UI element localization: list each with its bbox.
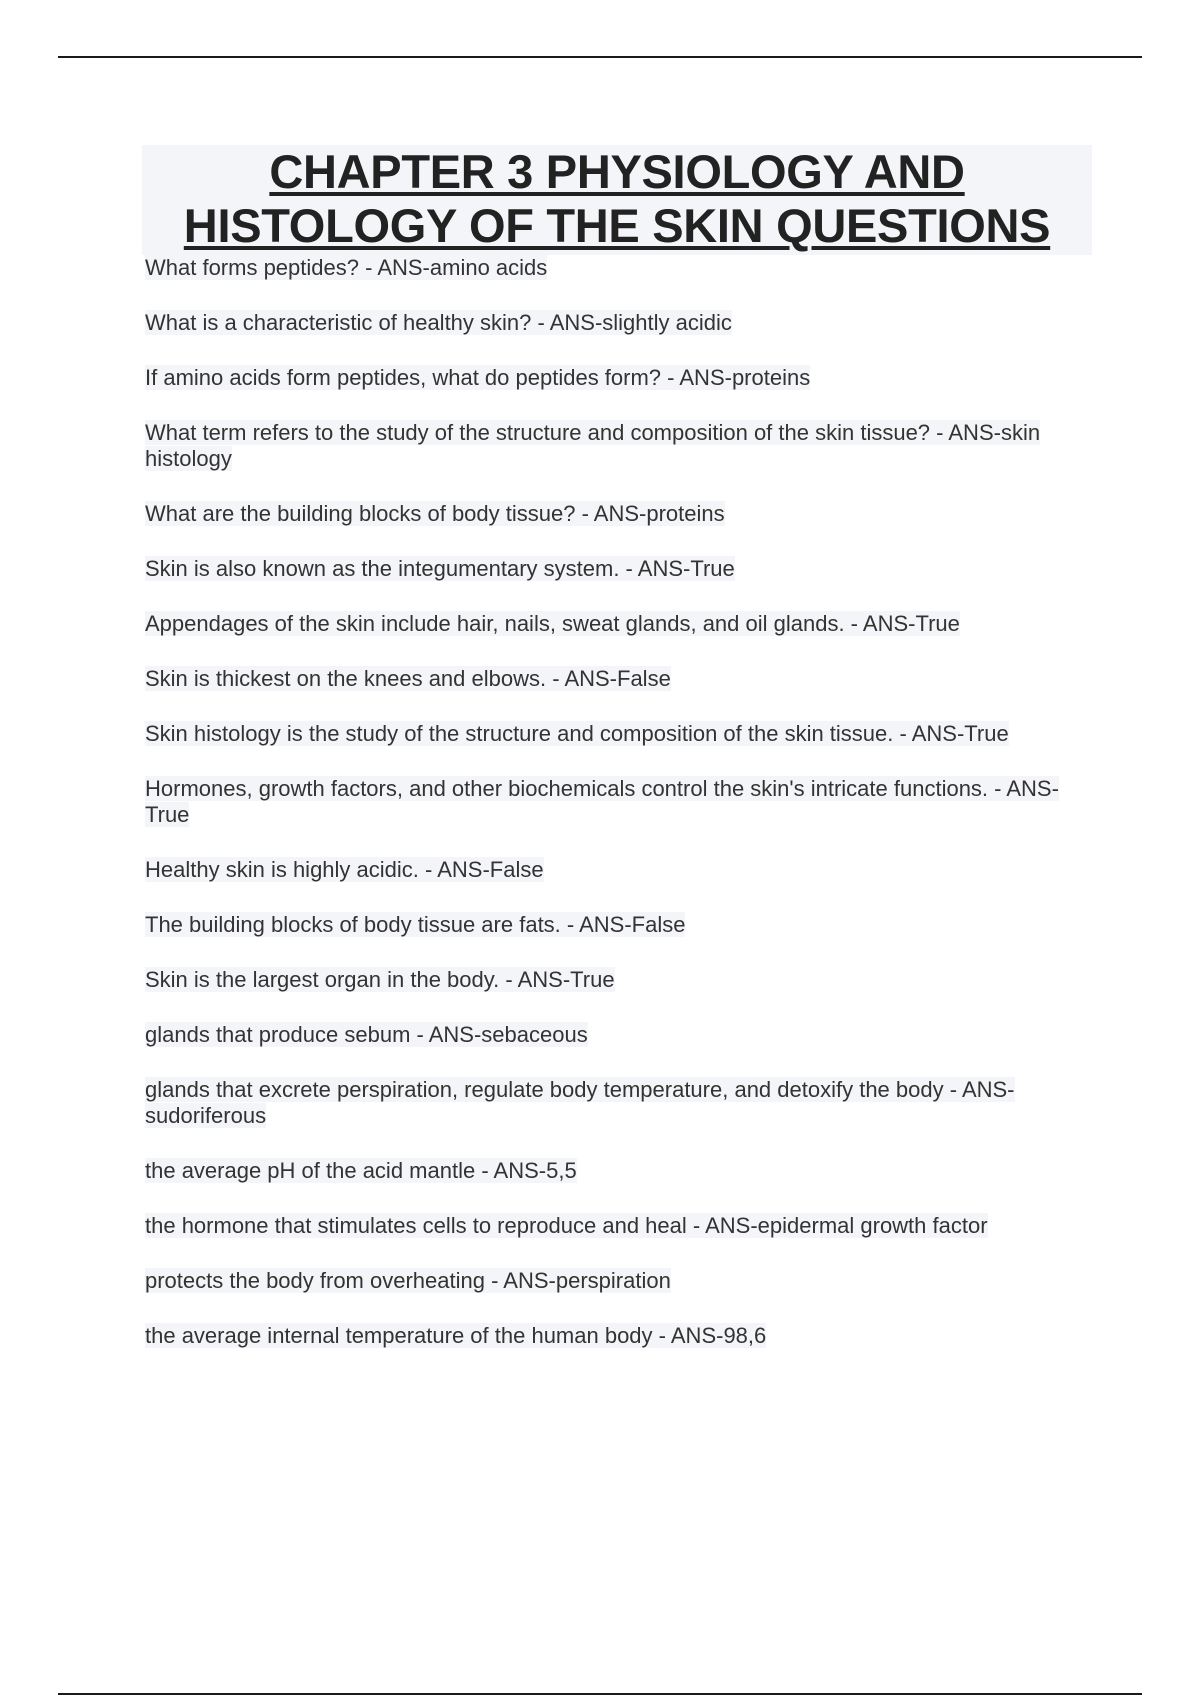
qa-text: What is a characteristic of healthy skin? - ANS-slightly acidic — [145, 310, 732, 335]
qa-item — [145, 365, 1090, 391]
qa-item — [145, 857, 1090, 883]
qa-list — [145, 255, 1090, 1378]
qa-text: Skin is also known as the integumentary system. - ANS-True — [145, 556, 735, 581]
title-line-1: CHAPTER 3 PHYSIOLOGY AND — [269, 145, 965, 198]
qa-text: What term refers to the study of the structure and composition of the skin tissue? - ANS-skin histology — [145, 420, 1041, 471]
qa-item — [145, 420, 1090, 472]
qa-item — [145, 776, 1090, 828]
qa-item — [145, 556, 1090, 582]
qa-text: glands that excrete perspiration, regulate body temperature, and detoxify the body - ANS-sudoriferous — [145, 1077, 1015, 1128]
qa-text: glands that produce sebum - ANS-sebaceous — [145, 1022, 588, 1047]
qa-text: Skin is the largest organ in the body. - ANS-True — [145, 967, 615, 992]
qa-text: the average internal temperature of the human body - ANS-98,6 — [145, 1323, 767, 1348]
qa-item — [145, 666, 1090, 692]
qa-item — [145, 1158, 1090, 1184]
qa-text: Hormones, growth factors, and other biochemicals control the skin's intricate functions. - ANS-True — [145, 776, 1059, 827]
qa-text: the hormone that stimulates cells to reproduce and heal - ANS-epidermal growth factor — [145, 1213, 988, 1238]
top-divider — [58, 56, 1142, 58]
qa-text: the average pH of the acid mantle - ANS-5,5 — [145, 1158, 577, 1183]
qa-item — [145, 1213, 1090, 1239]
qa-text: The building blocks of body tissue are fats. - ANS-False — [145, 912, 686, 937]
qa-text: Skin is thickest on the knees and elbows. - ANS-False — [145, 666, 671, 691]
qa-item — [145, 255, 1090, 281]
qa-item — [145, 912, 1090, 938]
qa-item — [145, 1022, 1090, 1048]
qa-item — [145, 1268, 1090, 1294]
qa-text: Skin histology is the study of the structure and composition of the skin tissue. - ANS-True — [145, 721, 1009, 746]
qa-text: Appendages of the skin include hair, nails, sweat glands, and oil glands. - ANS-True — [145, 611, 960, 636]
qa-text: What are the building blocks of body tissue? - ANS-proteins — [145, 501, 725, 526]
qa-text: If amino acids form peptides, what do peptides form? - ANS-proteins — [145, 365, 811, 390]
qa-item — [145, 611, 1090, 637]
qa-item — [145, 310, 1090, 336]
qa-item — [145, 1323, 1090, 1349]
qa-text: What forms peptides? - ANS-amino acids — [145, 255, 548, 280]
document-title — [142, 145, 1092, 255]
bottom-divider — [58, 1693, 1142, 1695]
title-line-2: HISTOLOGY OF THE SKIN QUESTIONS — [183, 199, 1051, 252]
qa-item — [145, 1077, 1090, 1129]
qa-item — [145, 501, 1090, 527]
qa-text: protects the body from overheating - ANS-perspiration — [145, 1268, 671, 1293]
qa-text: Healthy skin is highly acidic. - ANS-False — [145, 857, 544, 882]
qa-item — [145, 967, 1090, 993]
qa-item — [145, 721, 1090, 747]
